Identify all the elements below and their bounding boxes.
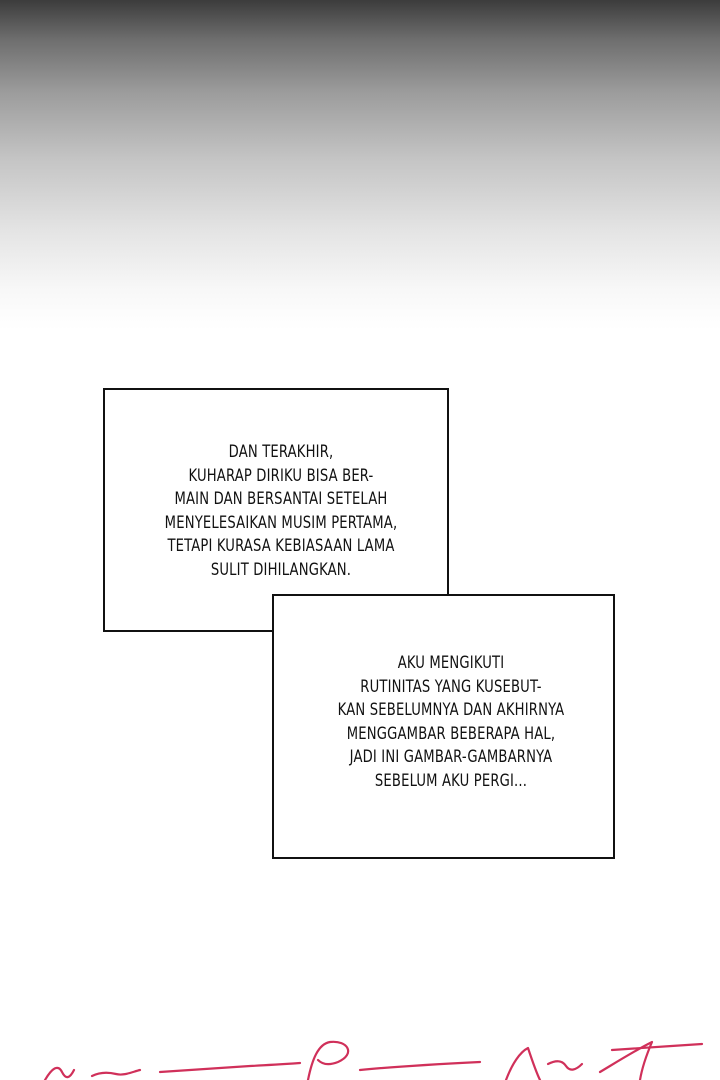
signature-stroke [92,1070,140,1076]
signature-stroke [308,1042,348,1080]
caption-line: AKU MENGIKUTI [397,653,505,673]
caption-line: SULIT DIHILANGKAN. [210,559,352,580]
caption-line: TETAPI KURASA KEBIASAAN LAMA [167,536,395,556]
caption-box-join [274,596,447,630]
caption-line: JADI INI GAMBAR-GAMBARNYA [349,747,553,767]
caption-line: DAN TERAKHIR, [228,442,334,462]
caption-text-lower [292,652,610,793]
signature-stroke [360,1062,480,1070]
signature-stroke [548,1061,582,1069]
top-gradient-background [0,0,720,330]
signature-stroke [612,1044,702,1050]
caption-line: RUTINITAS YANG KUSEBUT- [360,676,542,697]
caption-text-upper [122,441,440,582]
caption-line: KAN SEBELUMNYA DAN AKHIRNYA [337,700,565,720]
caption-line: KUHARAP DIRIKU BISA BER- [188,465,374,486]
signature-script [0,1020,720,1080]
signature-stroke [45,1068,74,1080]
caption-line: MENYELESAIKAN MUSIM PERTAMA, [164,512,398,533]
caption-line: SEBELUM AKU PERGI... [374,770,528,791]
signature-stroke [506,1048,540,1080]
caption-line: MAIN DAN BERSANTAI SETELAH [174,489,388,509]
caption-line: MENGGAMBAR BEBERAPA HAL, [346,723,556,744]
signature-stroke [160,1063,300,1072]
